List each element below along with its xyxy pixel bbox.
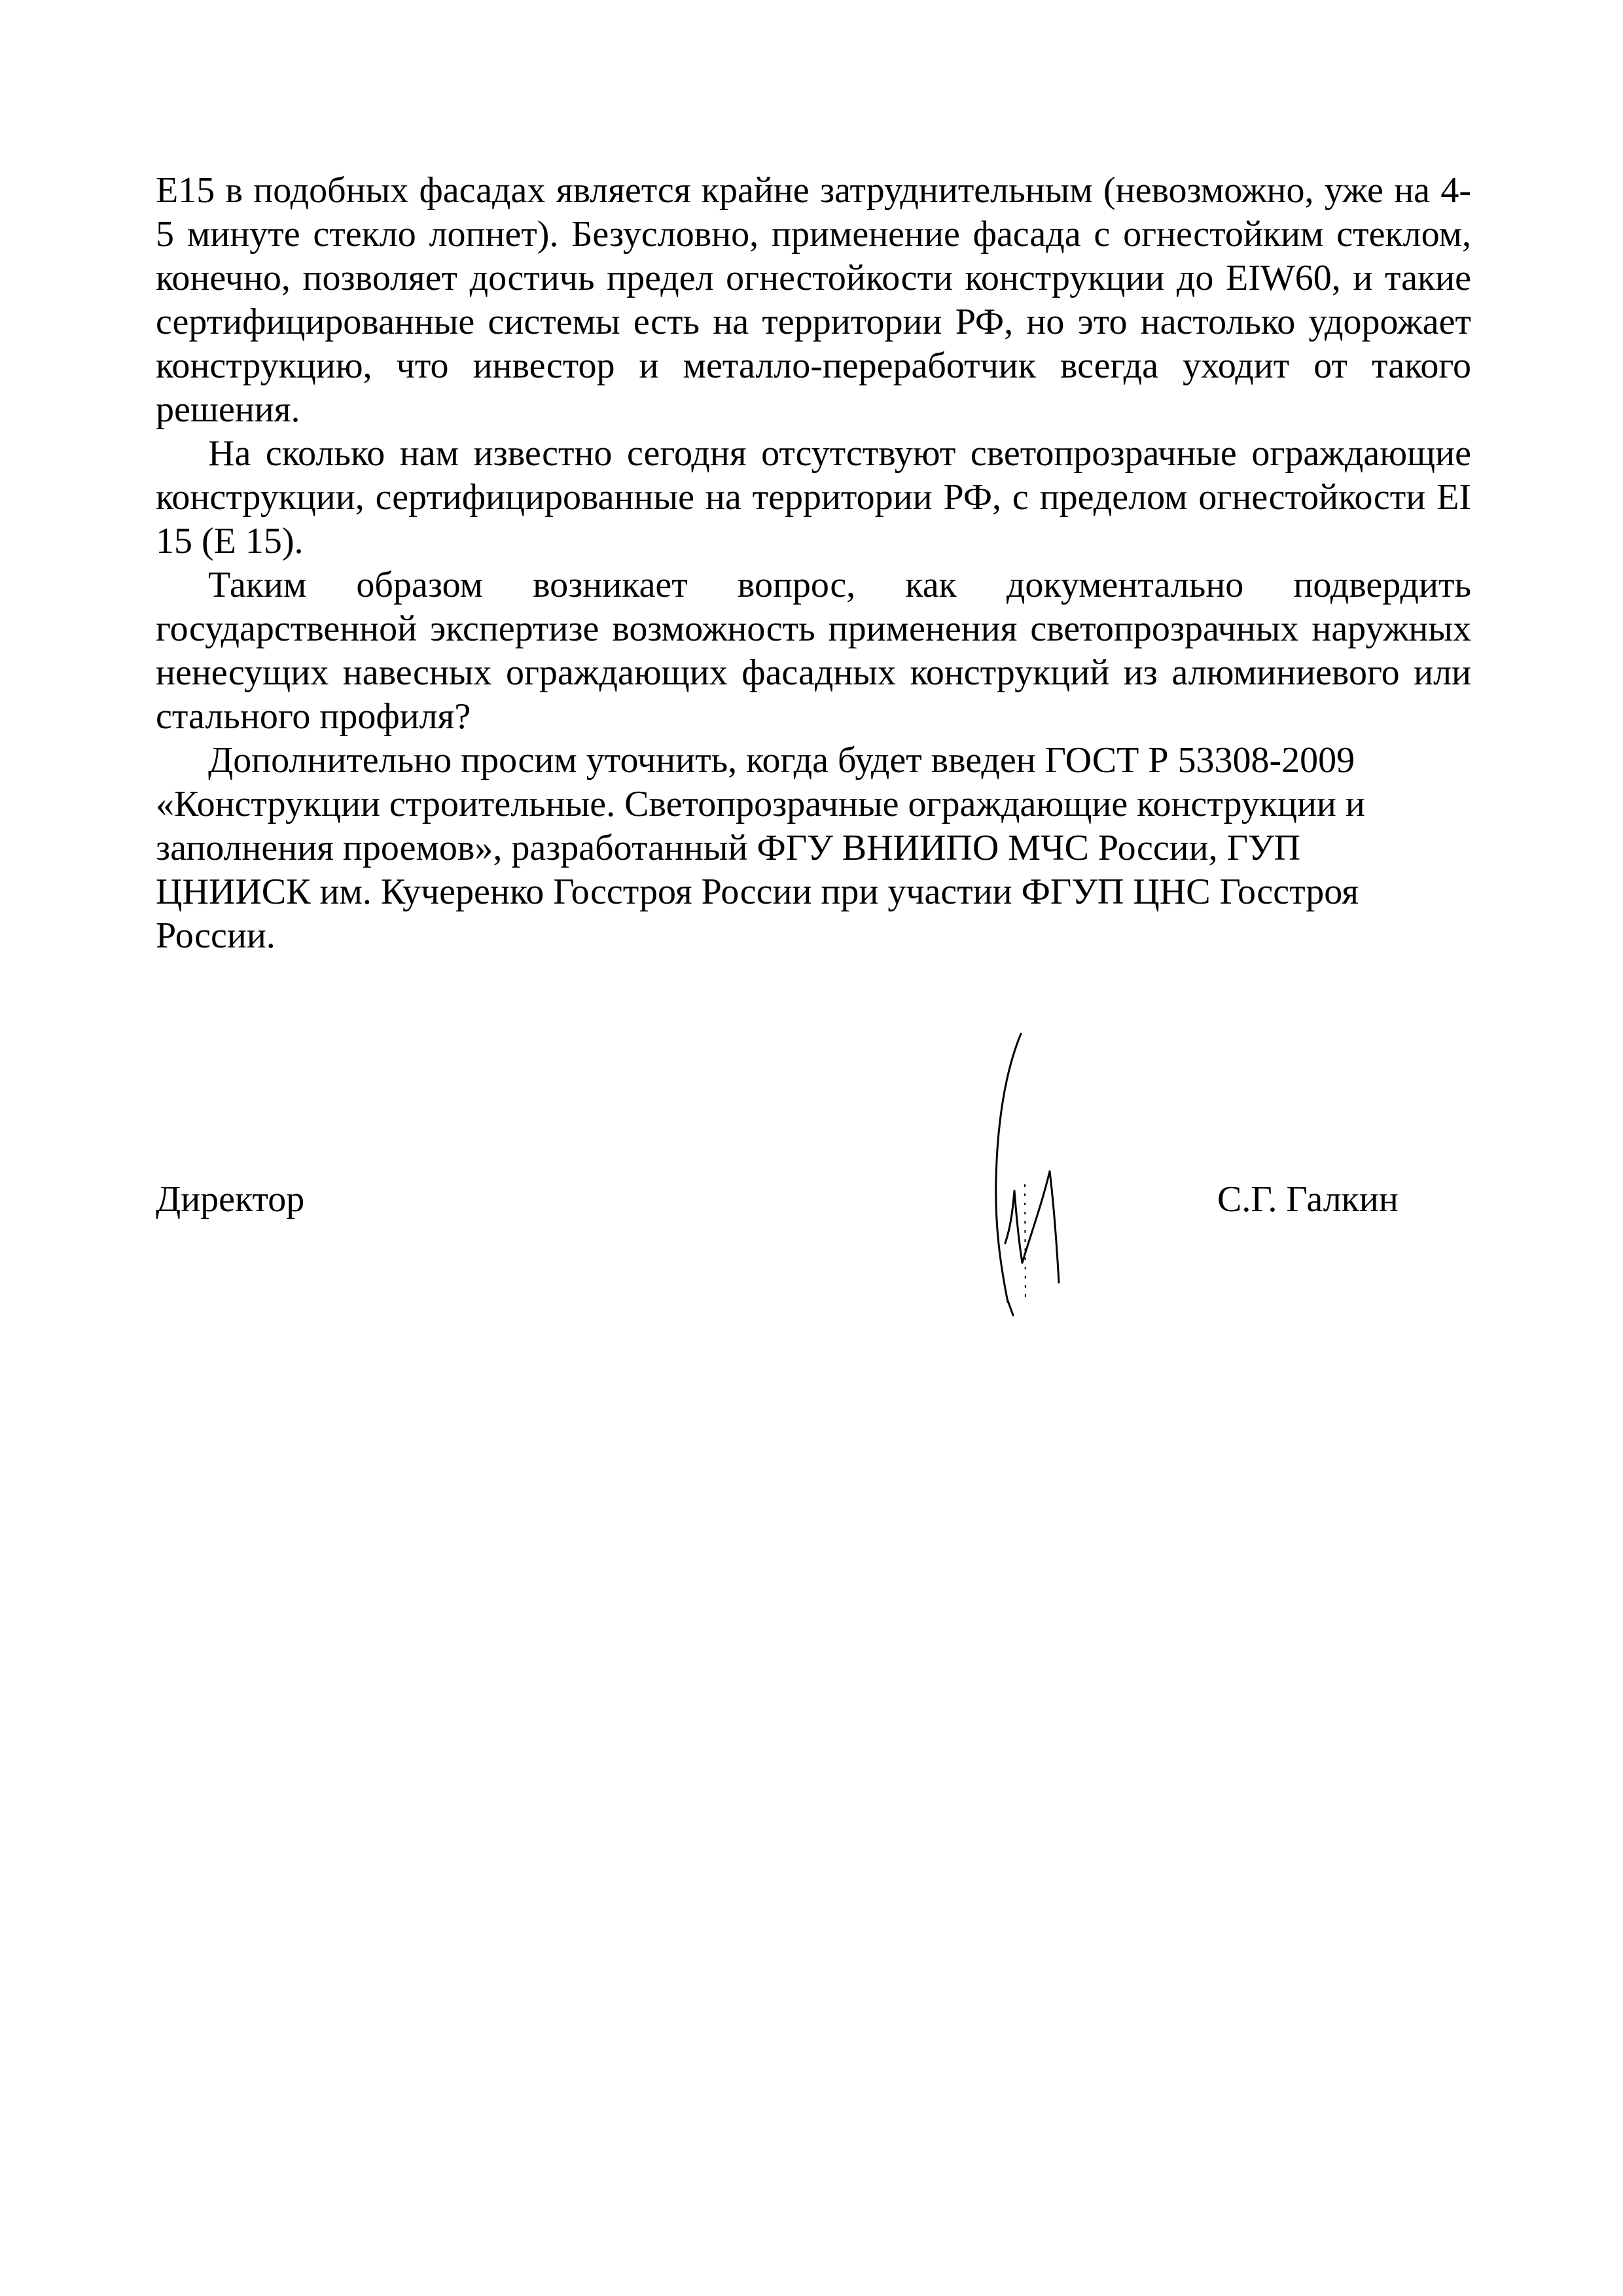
paragraph-certified-structures: На сколько нам известно сегодня отсутствуют светопрозрачные ограждающие конструкции, сертифицированные на территории РФ, с пределом огнестойкости EI 15 (E 15). <box>156 433 1471 561</box>
paragraph-gost-request: Дополнительно просим уточнить, когда будет введен ГОСТ Р 53308-2009 «Конструкции строительные. Светопрозрачные ограждающие конструкции и заполнения проемов», разработанный ФГУ ВНИИПО МЧС России, ГУП ЦНИИСК им. Кучеренко Госстроя России при участии ФГУП ЦНС Госстроя России. <box>156 740 1365 956</box>
paragraph-fire-resistance: E15 в подобных фасадах является крайне затруднительным (невозможно, уже на 4-5 минуте стекло лопнет). Безусловно, применение фасада с огнестойким стеклом, конечно, позволяет достичь предел огнестойкости конструкции до EIW60, и такие сертифицированные системы есть на территории РФ, но это настолько удорожает конструкцию, что инвестор и металло-переработчик всегда уходит от такого решения. <box>156 170 1471 430</box>
signature-block <box>156 1178 1471 1256</box>
handwritten-signature-icon <box>982 1027 1093 1322</box>
signatory-title: Директор <box>156 1179 305 1220</box>
signatory-name: С.Г. Галкин <box>1217 1179 1399 1220</box>
letter-body <box>156 169 1471 958</box>
paragraph-question: Таким образом возникает вопрос, как документально подвердить государственной экспертизе возможность применения светопрозрачных наружных ненесущих навесных ограждающих фасадных конструкций из алюминиевого или стального профиля? <box>156 565 1471 737</box>
